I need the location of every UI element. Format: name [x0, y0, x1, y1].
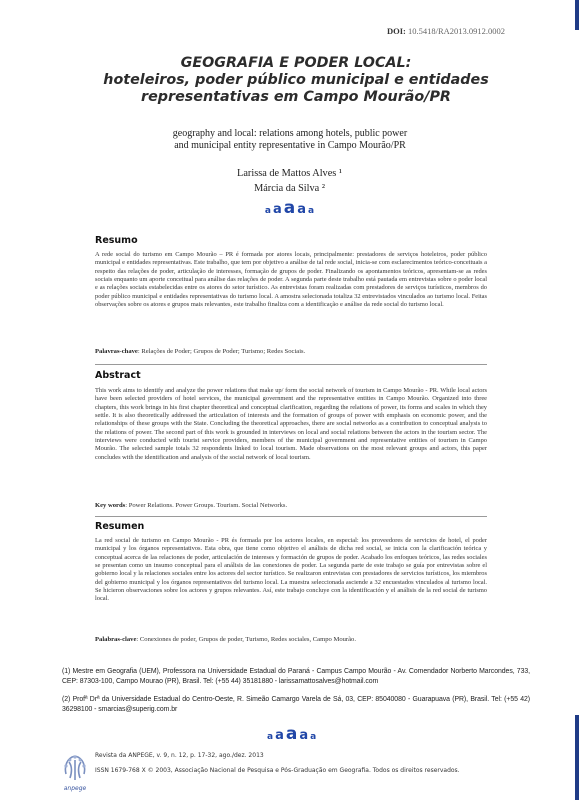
english-title [70, 128, 510, 153]
resumen-body: La red social de turismo en Campo Mourão - PR és formada por los actores locales, en especial: los proveedores de servicios de hotel, el poder municipal y los órganos representativos. Esta obra, que tiene como objetivo el análisis de dicha red social, se inicia con la clarificación teórica y conceptual acerca de las relaciones de poder, articulación de intereses y formación de grupos de poder. Acabado los enfoques teóricos, las redes sociales se presentan como un insumo conceptual para el análisis de las conexiones de poder. La segunda parte de este trabajo se guía por entrevistas sobre el gobierno local y la relaciones sociales entre los actores del sector turístico. Se realizaron entrevistas con prestadores de servicios turísticos, los miembros del gobierno municipal y los órganos representativos del turismo local. La muestra seleccionada asciende a 32 encuestados vinculados al turismo local. Se hicieron observaciones sobre los actores y grupos relevantes. Así, este trabajo concluye con la identificación y el análisis de la red social de turismo local. [95, 537, 487, 603]
journal-logo [0, 200, 579, 217]
author-1: Larissa de Mattos Alves ¹ [237, 168, 342, 179]
title-line-2: hoteleiros, poder público municipal e entidades [103, 72, 489, 88]
abstract-heading: Abstract [95, 370, 141, 381]
author-2: Márcia da Silva ² [254, 183, 325, 194]
resumo-body: A rede social do turismo em Campo Mourão – PR é formada por atores locais, principalmente: prestadores de serviços hoteleiros, poder público municipal e entidades representativas. Este trabalho, que tem por objetivo a análise de tal rede social, inicia-se com esclarecimentos teórico-conceituais a respeito das relações de poder, articulação de interesses, formação de grupos de poder. Finalizando os apontamentos teóricos, apresentam-se as redes sociais enquanto um aporte conceitual para análise das relações de poder. A segunda parte deste trabalho está pautada em entrevistas sobre o poder local e as relações sociais estabelecidas entre os atores do setor turístico. As entrevistas foram realizadas com prestadores de serviços turísticos, membros do poder público municipal e entidades representativas do turismo local. A amostra selecionada totaliza 32 entrevistados vinculados ao turismo local. Feitas observações sobre os atores e grupos mais relevantes, este trabalho finaliza com a identificação e análise da rede social do turismo local. [95, 251, 487, 309]
divider [95, 364, 487, 365]
edge-tab-top [575, 0, 579, 30]
footnote-1: (1) Mestre em Geografia (UEM), Professora na Universidade Estadual do Paraná - Campus Campo Mourão - Av. Comendador Norberto Marcondes, 733, CEP: 87303-100, Campo Mourao (PR), Brasil. Tel: (+55 44) 35181880 - larissamattosalves@hotmail.com [62, 668, 530, 685]
resumen-keywords [95, 636, 487, 645]
resumo-keywords-label: Palavras-chave [95, 348, 138, 355]
abstract-keywords-label: Key words [95, 502, 126, 509]
logo-letter: a [272, 202, 282, 217]
doi-line [387, 26, 505, 36]
resumen-keywords-label: Palabras-clave [95, 636, 137, 643]
footer-copyright: ISSN 1679-768 X © 2003, Associação Nacional de Pesquisa e Pós-Graduação em Geografia. Todos os direitos reservados. [95, 767, 460, 774]
resumo-keywords-text: : Relações de Poder; Grupos de Poder; Turismo; Redes Sociais. [137, 348, 306, 355]
article-title [60, 55, 532, 106]
divider [95, 516, 487, 517]
logo-letter: a [264, 206, 271, 216]
logo-letter: a [267, 732, 274, 742]
logo-letter: a [283, 198, 296, 218]
doi-prefix: DOI: [386, 26, 406, 36]
title-line-3: representativas em Campo Mourão/PR [141, 89, 451, 105]
resumo-keywords [95, 348, 487, 357]
logo-letter: a [299, 728, 309, 743]
logo-letter: a [297, 202, 307, 217]
footnote-2: (2) Profª Drª da Universidade Estadual do Centro-Oeste, R. Simeão Camargo Varela de Sá, 03, CEP: 85040080 - Guarapuava (PR), Brasil. Tel: (+55 42) 36298100 - smarcias@superig.com.br [62, 696, 530, 713]
logo-letter: a [308, 206, 315, 216]
abstract-keywords [95, 502, 487, 511]
resumen-heading: Resumen [95, 521, 145, 532]
anpege-emblem-icon [58, 752, 92, 794]
logo-letter: a [310, 732, 317, 742]
logo-letter: a [275, 728, 284, 743]
doi-value: 10.5418/RA2013.0912.0002 [407, 26, 505, 36]
title-line-1: GEOGRAFIA E PODER LOCAL: [180, 55, 412, 71]
resumo-heading: Resumo [95, 235, 138, 246]
subtitle-line-2: and municipal entity representative in Campo Mourão/PR [174, 140, 406, 152]
resumen-keywords-text: : Conexiones de poder, Grupos de poder, Turismo, Redes sociales, Campo Mourão. [136, 636, 356, 643]
footer-citation: Revista da ANPEGE, v. 9, n. 12, p. 17-32, ago./dez. 2013 [95, 752, 264, 759]
abstract-body: This work aims to identify and analyze the power relations that make up/ form the social network of tourism in Campo Mourão - PR. While local actors have been selected providers of hotel services, the municipal government and the representative entities in Campo Mourão. Organized into three chapters, this work brings in his first chapter theoretical and conceptual clarification, regarding the relations of power, its forms and scales in which they settle. It is also theoretically addressed the articulation of interests and the formation of groups of power with emphasis on economic power, and the relationships of these groups with the State. Concluding the theoretical approaches, there are social networks as a contribution to conceptual analysis to the relations of power. The second part of this work is grounded in interviews on local and social relations between the actors in the tourism sector. The interviews were conducted with tourist service providers, members of the municipal government and representative entities of tourism in Campo Mourão. The selected sample totals 32 respondents linked to local tourism. Made observations on the most relevant groups and actors, this paper concludes with the identification and analysis of the social network of local tourism. [95, 387, 487, 461]
edge-tab-bottom [575, 715, 579, 800]
logo-letter: a [285, 724, 298, 744]
svg-text:anpege: anpege [63, 785, 87, 792]
footer-logo [266, 726, 317, 743]
subtitle-line-1: geography and local: relations among hotels, public power [172, 128, 408, 139]
abstract-keywords-text: : Power Relations. Power Groups. Tourism. Social Networks. [125, 502, 288, 509]
